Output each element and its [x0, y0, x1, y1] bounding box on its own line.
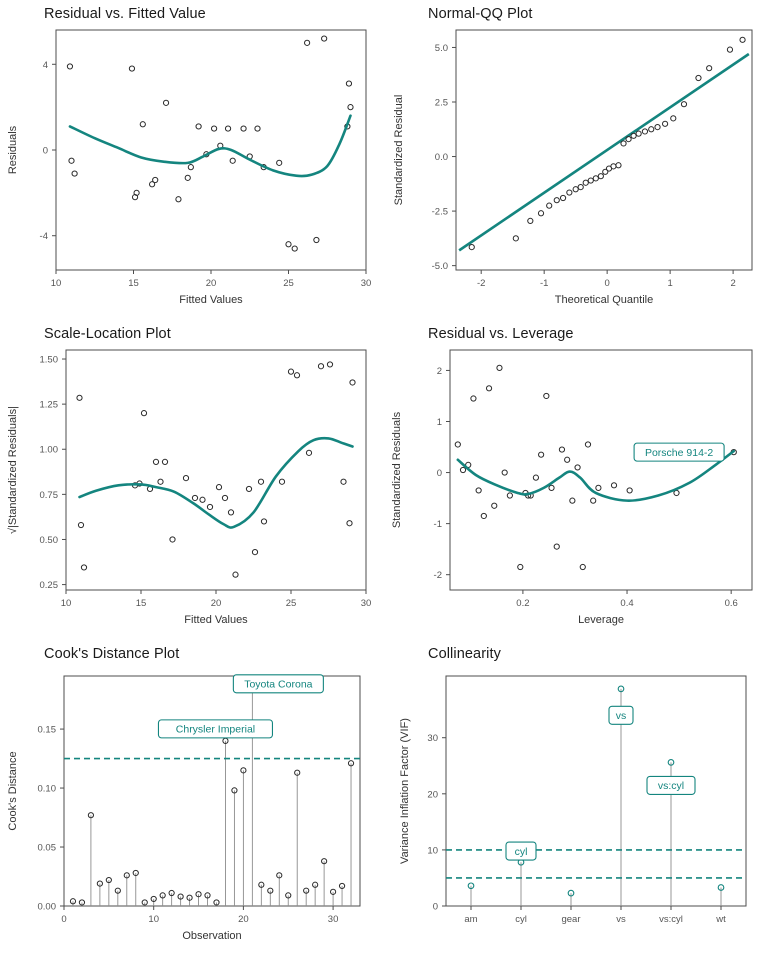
data-point [621, 141, 626, 146]
axis-text: 4 [42, 59, 48, 71]
axis-text: Fitted Values [184, 614, 248, 626]
axis-text: gear [561, 914, 581, 925]
data-point [78, 522, 83, 527]
axis-text: vs [616, 914, 626, 925]
data-point [292, 246, 297, 251]
data-point [288, 369, 293, 374]
data-point [69, 158, 74, 163]
data-point [547, 203, 552, 208]
data-point [460, 467, 465, 472]
axis-text: 15 [135, 598, 147, 609]
data-point [539, 452, 544, 457]
data-point [554, 544, 559, 549]
data-point [486, 386, 491, 391]
annotation-text: Toyota Corona [244, 678, 313, 691]
panel-title: Residual vs. Fitted Value [44, 6, 206, 22]
data-point [502, 470, 507, 475]
data-point [170, 537, 175, 542]
panel-title: Collinearity [428, 646, 501, 662]
data-point [188, 165, 193, 170]
annotation-text: vs [615, 710, 627, 723]
data-point [279, 479, 284, 484]
data-point [185, 175, 190, 180]
annotation-label [233, 675, 323, 693]
data-point [611, 164, 616, 169]
axis-text: wt [716, 914, 726, 925]
axis-text: -1 [539, 278, 549, 289]
data-points [455, 365, 736, 569]
data-point [585, 442, 590, 447]
axis-text: Standardized Residual [393, 94, 405, 206]
axis-text: am [464, 914, 478, 925]
axis-text: vs:cyl [659, 914, 683, 925]
data-point [327, 362, 332, 367]
data-point [129, 66, 134, 71]
axis-text: Theoretical Quantile [554, 294, 654, 306]
data-point [575, 465, 580, 470]
axis-text: 0 [604, 278, 610, 289]
data-point [627, 488, 632, 493]
axis-text: -2 [476, 278, 486, 289]
axis-text: 0.05 [37, 842, 56, 854]
axis-text: 0.4 [620, 598, 634, 609]
data-point [222, 495, 227, 500]
data-point [212, 126, 217, 131]
axis-text: Standardized Residuals [391, 411, 403, 529]
data-point [544, 393, 549, 398]
data-point [277, 160, 282, 165]
axis-text: 20 [238, 914, 249, 925]
data-point [696, 75, 701, 80]
axis-text: 0.25 [39, 580, 58, 592]
axis-text: 30 [427, 733, 438, 745]
data-point [318, 364, 323, 369]
axis-text: 0.15 [37, 724, 56, 736]
data-point [176, 197, 181, 202]
axis-text: 25 [285, 598, 297, 609]
panel-cooks-distance [0, 640, 384, 960]
data-point [72, 171, 77, 176]
panel-residual-vs-fitted [0, 0, 384, 320]
panel-title: Cook's Distance Plot [44, 646, 180, 662]
axis-text: 30 [327, 914, 339, 925]
axis-text: 0 [436, 468, 442, 480]
data-point [567, 190, 572, 195]
axis-text: -1 [433, 519, 442, 531]
axis-text: 2 [436, 365, 442, 377]
axis-text: 0 [61, 914, 67, 925]
data-point [196, 124, 201, 129]
data-point [591, 498, 596, 503]
data-point [141, 411, 146, 416]
panel-normal-qq [384, 0, 768, 320]
axis-text: 15 [128, 278, 139, 289]
axis-text: 0 [42, 145, 48, 157]
panel-title: Normal-QQ Plot [428, 6, 533, 22]
axis-text: 20 [210, 598, 222, 609]
axis-text: Fitted Values [179, 294, 243, 306]
data-point [476, 488, 481, 493]
axis-text: 25 [283, 278, 294, 289]
data-point [192, 495, 197, 500]
data-point [233, 572, 238, 577]
data-point [348, 105, 353, 110]
data-point [81, 565, 86, 570]
data-point [740, 37, 745, 42]
data-point [306, 450, 311, 455]
data-point [255, 126, 260, 131]
axis-text: 0.00 [37, 901, 56, 913]
data-point [655, 124, 660, 129]
axis-text: 1.00 [39, 444, 58, 456]
axis-text: -2.5 [431, 206, 448, 218]
data-point [631, 133, 636, 138]
data-point [671, 116, 676, 121]
axis-text: cyl [515, 914, 527, 925]
data-point [77, 395, 82, 400]
stems [468, 686, 724, 906]
data-point [681, 102, 686, 107]
data-point [549, 485, 554, 490]
annotation-label [506, 842, 536, 860]
annotation-text: vs:cyl [657, 780, 685, 793]
panel-collinearity [384, 640, 768, 960]
data-point [341, 479, 346, 484]
axis-text: √|Standardized Residuals| [7, 406, 19, 534]
data-point [162, 459, 167, 464]
data-point [163, 100, 168, 105]
data-point [492, 503, 497, 508]
annotation-label [647, 776, 695, 794]
data-point [518, 564, 523, 569]
data-point [183, 476, 188, 481]
data-point [707, 66, 712, 71]
data-point [588, 178, 593, 183]
data-point [565, 457, 570, 462]
data-point [616, 163, 621, 168]
data-point [560, 195, 565, 200]
axis-text: Cook's Distance [7, 751, 19, 831]
axis-text: Leverage [578, 614, 624, 626]
axis-text: 0.2 [516, 598, 530, 609]
panel-title: Scale-Location Plot [44, 326, 171, 342]
data-point [727, 47, 732, 52]
annotation-text: Chrysler Imperial [175, 723, 256, 736]
panel-residual-vs-leverage [384, 320, 768, 640]
data-point [662, 121, 667, 126]
data-point [286, 242, 291, 247]
axis-text: 0.0 [434, 152, 448, 164]
data-point [455, 442, 460, 447]
axis-text: 0.10 [37, 783, 56, 795]
data-point [294, 373, 299, 378]
axis-text: 1 [667, 278, 673, 289]
data-point [207, 504, 212, 509]
axis-text: 1.50 [39, 354, 58, 366]
data-point [596, 485, 601, 490]
axis-text: 30 [360, 598, 372, 609]
axis-text: 30 [360, 278, 372, 289]
data-point [507, 493, 512, 498]
data-point [305, 40, 310, 45]
axis-text: -4 [39, 231, 48, 243]
stems [70, 685, 353, 906]
data-point [225, 126, 230, 131]
axis-text: 2 [730, 278, 736, 289]
data-points [77, 362, 355, 577]
annotation-text: Porsche 914-2 [644, 446, 714, 459]
annotation-label [634, 443, 724, 461]
data-point [347, 521, 352, 526]
axis-text: 10 [427, 845, 438, 857]
data-point [314, 237, 319, 242]
axis-text: 20 [205, 278, 217, 289]
data-point [469, 244, 474, 249]
data-point [528, 218, 533, 223]
data-point [153, 459, 158, 464]
axis-text: 0.75 [39, 489, 58, 501]
data-point [471, 396, 476, 401]
axis-text: Observation [182, 930, 242, 942]
data-point [158, 479, 163, 484]
data-point [578, 184, 583, 189]
axis-text: 20 [427, 789, 438, 801]
data-point [258, 479, 263, 484]
axis-text: 1 [436, 416, 442, 428]
plot-frame [66, 350, 366, 590]
data-point [261, 519, 266, 524]
data-point [598, 174, 603, 179]
smooth-line [70, 116, 351, 176]
data-point [67, 64, 72, 69]
data-point [573, 187, 578, 192]
data-point [322, 36, 327, 41]
qq-reference-line [459, 54, 749, 250]
annotation-label [609, 706, 633, 724]
axis-text: 0.6 [724, 598, 738, 609]
axis-text: 5.0 [434, 42, 448, 54]
plot-frame [64, 676, 360, 906]
data-point [153, 177, 158, 182]
data-point [241, 126, 246, 131]
axis-text: -5.0 [431, 261, 448, 273]
data-point [538, 211, 543, 216]
data-point [611, 483, 616, 488]
data-point [513, 236, 518, 241]
data-point [481, 513, 486, 518]
annotation-text: cyl [514, 845, 528, 858]
data-point [230, 158, 235, 163]
axis-text: -2 [433, 570, 442, 582]
data-point [216, 485, 221, 490]
data-point [626, 136, 631, 141]
data-point [246, 486, 251, 491]
data-point [346, 81, 351, 86]
data-point [583, 180, 588, 185]
axis-text: 10 [50, 278, 62, 289]
axis-text: 10 [60, 598, 72, 609]
data-point [200, 497, 205, 502]
panel-title: Residual vs. Leverage [428, 326, 574, 342]
axis-text: 10 [148, 914, 159, 925]
data-point [580, 564, 585, 569]
data-point [649, 127, 654, 132]
axis-text: Residuals [7, 125, 19, 175]
data-point [533, 475, 538, 480]
panel-scale-location [0, 320, 384, 640]
annotation-label [158, 720, 272, 738]
data-point [228, 510, 233, 515]
data-point [636, 131, 641, 136]
axis-text: Variance Inflation Factor (VIF) [399, 718, 411, 864]
data-point [252, 550, 257, 555]
plot-frame [56, 30, 366, 270]
axis-text: 0 [432, 901, 438, 913]
data-point [497, 365, 502, 370]
data-point [559, 447, 564, 452]
data-point [140, 122, 145, 127]
axis-text: 1.25 [39, 399, 58, 411]
axis-text: 0.50 [39, 534, 58, 546]
data-point [570, 498, 575, 503]
data-point [593, 176, 598, 181]
data-points [469, 37, 745, 249]
axis-text: 2.5 [434, 97, 448, 109]
data-point [350, 380, 355, 385]
data-point [554, 198, 559, 203]
data-point [642, 129, 647, 134]
plot-frame [446, 676, 746, 906]
